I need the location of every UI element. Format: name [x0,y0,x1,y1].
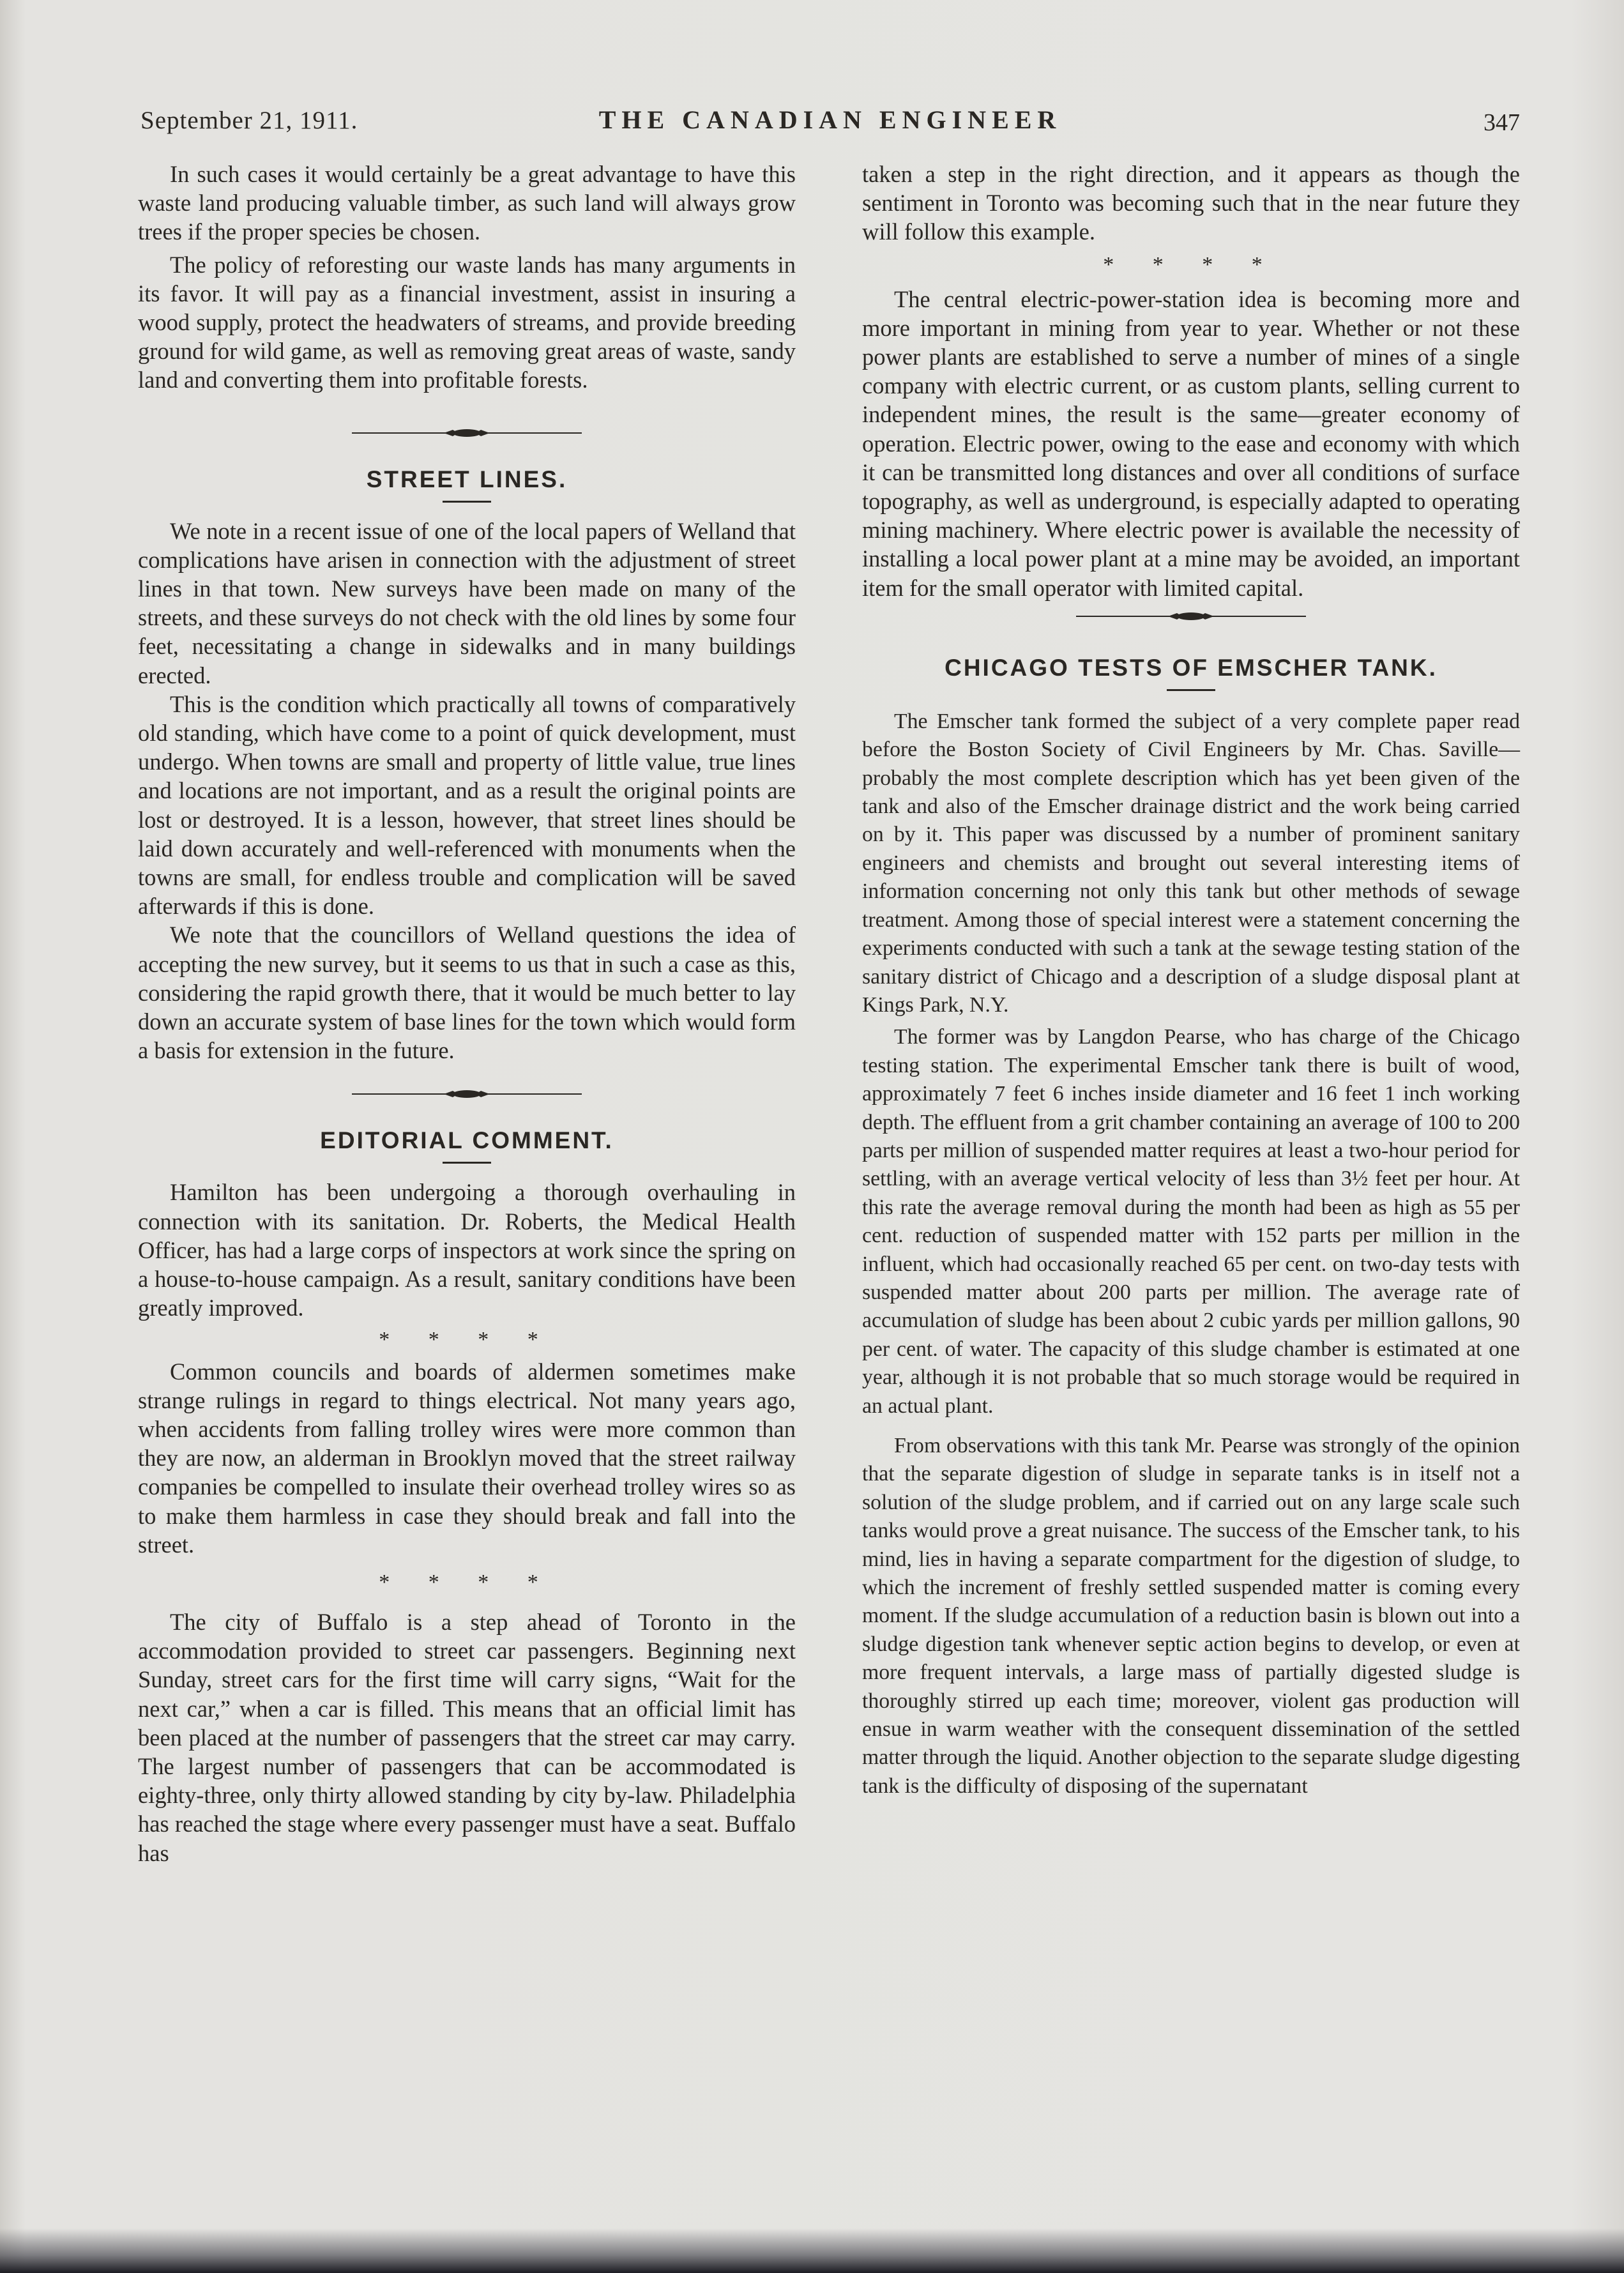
left-column [138,160,796,1867]
section-divider-ornament [352,428,582,438]
page-header [140,102,1520,141]
paragraph-councillors: We note that the councillors of Welland questions the idea of accepting the new survey, but it seems to us that in such a case as this, considering the rapid growth there, that it would be much better to lay down an accurate system of base lines for the town which would form a basis for extension in the future. [138,922,796,1064]
section-stars: * * * * [379,1327,555,1351]
paragraph-buffalo: The city of Buffalo is a step ahead of Toronto in the accommodation provided to street car passengers. Beginning next Sunday, street cars for the first time will carry signs, “Wait for the next car,” when a car is filled. This means that an official limit has been placed at the number of passengers that the street car may carry. The largest number of passengers that can be accommodated is eighty-three, only thirty allowed standing by city by-law. Philadelphia has reached the stage where every passenger must have a seat. Buffalo has [138,1608,796,1866]
paragraph-sludge-digestion: From observations with this tank Mr. Pearse was strongly of the opinion that the separate digestion of sludge in separate tanks is in itself not a solution of the sludge problem, and if carried out on any large scale such tanks would prove a great nuisance. The success of the Emscher tank, to his mind, lies in having a separate compartment for the digestion of sludge, to which the increment of freshly settled suspended matter is coming every moment. If the sludge accumulation of a reduction basin is blown out into a sludge digestion tank whenever septic action begins to develop, or even at more frequent intervals, a large mass of partially digested sludge is thoroughly stirred up each time; moreover, violent gas production will ensue in warm weather with the consequent dissemination of the settled matter through the liquid. Another objection to the separate sludge digesting tank is the difficulty of disposing of the supernatant [862,1434,1520,1798]
paragraph-pearse-tests: The former was by Langdon Pearse, who has charge of the Chicago testing station. The experimental Emscher tank there is built of wood, approximately 7 feet 6 inches inside diameter and 16 feet 1 inch working depth. The effluent from a grit chamber containing an average of 100 to 200 parts per million of suspended matter requires at least a two-hour period for settling, with an average vertical velocity of less than 3½ feet per hour. At this rate the average removal during the month had been as high as 55 per cent. reduction of suspended matter with 152 parts per million in the influent, which had occasionally reached 65 per cent. on two-day tests with suspended matter about 200 parts per million. The average rate of accumulation of sludge has been about 2 cubic yards per million gallons, 90 per cent. of water. The capacity of this sludge chamber is estimated at one year, although it is not probable that so much storage would be required in an actual plant. [862,1025,1520,1418]
paragraph-reforesting: The policy of reforesting our waste lands has many arguments in its favor. It will pay as a financial investment, assist in insuring a wood supply, protect the headwaters of streams, and provide breeding ground for wild game, as well as removing great areas of waste, sandy land and converting them into profitable forests. [138,251,796,393]
heading-chicago-tests: CHICAGO TESTS OF EMSCHER TANK. [945,654,1438,681]
section-stars: * * * * [1103,252,1279,277]
section-divider-ornament [352,1089,582,1099]
issue-date: September 21, 1911. [140,107,358,134]
right-column [862,160,1520,1800]
paragraph-hamilton: Hamilton has been undergoing a thorough overhauling in connection with its sanitation. Dr. Roberts, the Medical Health Officer, has had a large corps of inspectors at work since the spring on a house-to-house campaign. As a result, sanitary conditions have been greatly improved. [138,1179,796,1321]
paragraph-power-station: The central electric-power-station idea is becoming more and more important in mining from year to year. Whether or not these power plants are established to serve a number of mines of a single company with electric current, or as custom plants, selling current to independent mines, the result is the same—greater economy of operation. Electric power, owing to the ease and economy with which it can be transmitted long distances and over all conditions of surface topography, as well as underground, is especially adapted to operating mining machinery. Where electric power is available the necessity of installing a local power plant at a mine may be avoided, an important item for the small operator with limited capital. [862,285,1520,601]
heading-underline [443,1162,491,1164]
page-number: 347 [1484,109,1520,136]
heading-editorial-comment: EDITORIAL COMMENT. [320,1127,614,1154]
section-divider-ornament [1076,611,1306,621]
section-stars: * * * * [379,1570,555,1594]
heading-underline [1167,689,1215,691]
paragraph-timber: In such cases it would certainly be a great advantage to have this waste land producing valuable timber, as such land will always grow trees if the proper species be chosen. [138,161,796,245]
heading-street-lines: STREET LINES. [366,466,568,492]
journal-title: THE CANADIAN ENGINEER [598,105,1062,134]
paragraph-street-condition: This is the condition which practically all towns of comparatively old standing, which have come to a point of quick development, must undergo. When towns are small and property of little value, true lines and locations are not important, and as a result the original points are lost or destroyed. It is a lesson, however, that street lines should be laid down accurately and well-referenced with monuments when the towns are small, for endless trouble and complication will be saved afterwards if this is done. [138,690,796,920]
scan-edge-shadow [0,2228,1624,2273]
paragraph-emscher-paper: The Emscher tank formed the subject of a very complete paper read before the Boston Society of Civil Engineers by Mr. Chas. Saville—probably the most complete description which has yet been given of the tank and also of the Emscher drainage district and the work being carried on by it. This paper was discussed by a number of prominent sanitary engineers and chemists and brought out several interesting items of information concerning not only this tank but other methods of sewage treatment. Among those of special interest were a statement concerning the experiments conducted with such a tank at the sewage testing station of the sanitary district of Chicago and a description of a sludge disposal plant at Kings Park, N.Y. [862,709,1520,1017]
paragraph-welland-surveys: We note in a recent issue of one of the local papers of Welland that complications have arisen in connection with the adjustment of street lines in that town. New surveys have been made on many of the streets, and these surveys do not check with the old lines by some four feet, necessitating a change in sidewalks and in many buildings erected. [138,517,796,688]
paragraph-continued: taken a step in the right direction, and it appears as though the sentiment in Toronto was becoming such that in the near future they will follow this example. [862,161,1520,245]
paragraph-aldermen: Common councils and boards of aldermen sometimes make strange rulings in regard to things electrical. Not many years ago, when accidents from falling trolley wires were more common than they are now, an alderman in Brooklyn moved that the street railway companies be compelled to insulate their overhead trolley wires so as to make them harmless in case they should break and fall into the street. [138,1358,796,1558]
heading-underline [443,501,491,503]
